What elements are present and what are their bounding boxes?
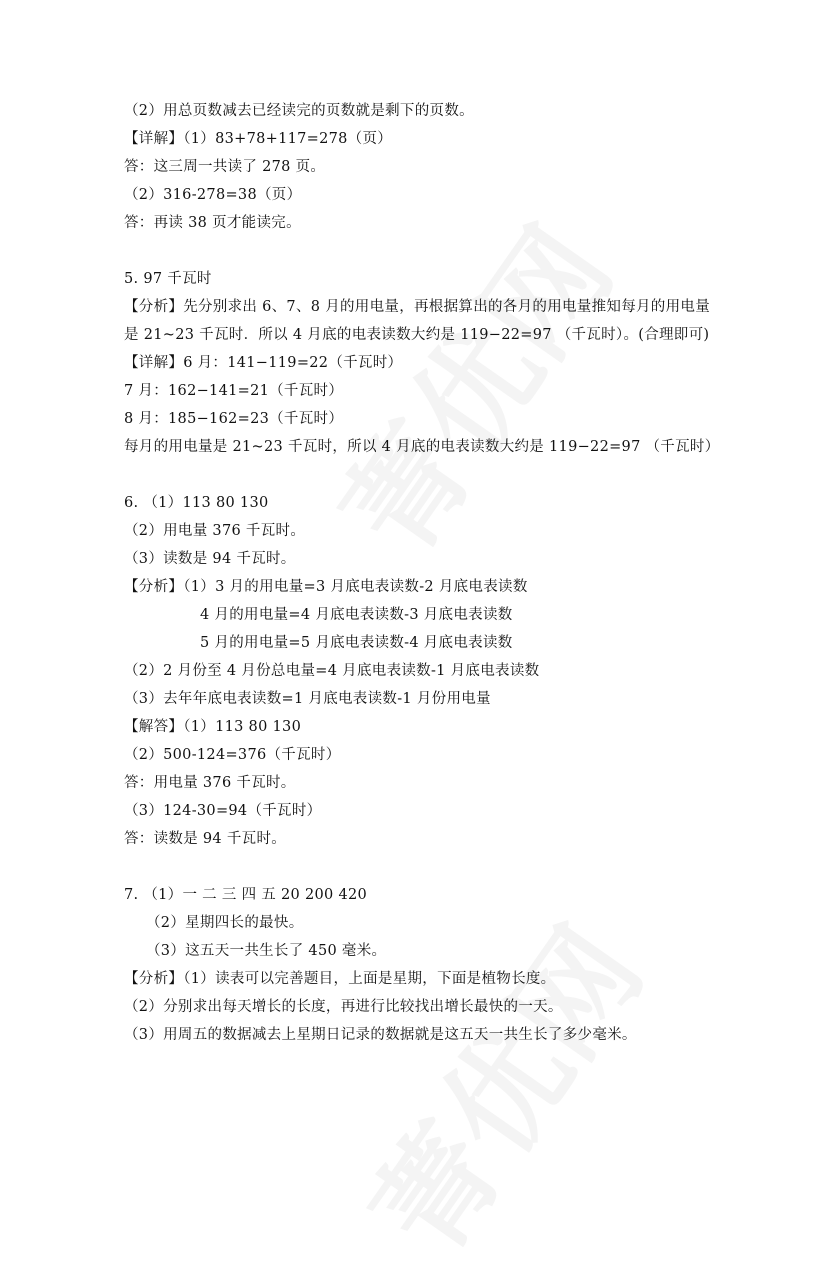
text-line: （2）星期四长的最快。 <box>146 915 304 931</box>
text-line: （2）分别求出每天增长的长度，再进行比较找出增长最快的一天。 <box>124 999 563 1015</box>
text-line: 5 月的用电量=5 月底电表读数-4 月底电表读数 <box>200 635 513 651</box>
text-line: （2）2 月份至 4 月份总电量=4 月底电表读数-1 月底电表读数 <box>124 663 540 679</box>
text-line: （2）316-278=38（页） <box>124 187 302 203</box>
text-line: （3）用周五的数据减去上星期日记录的数据就是这五天一共生长了多少毫米。 <box>124 1027 637 1043</box>
text-line: （2）500-124=376（千瓦时） <box>124 747 341 763</box>
text-line: 4 月的用电量=4 月底电表读数-3 月底电表读数 <box>200 607 513 623</box>
question-heading: 7. （1）一 二 三 四 五 20 200 420 <box>124 887 368 903</box>
text-line: 8 月：185−162=23（千瓦时） <box>124 411 344 427</box>
text-line: 【分析】先分别求出 6、7、8 月的用电量，再根据算出的各月的用电量推知每月的用电量 <box>124 299 710 315</box>
text-line: （2）用总页数减去已经读完的页数就是剩下的页数。 <box>124 103 474 119</box>
text-line: 答：用电量 376 千瓦时。 <box>124 775 296 791</box>
text-line: 7 月：162−141=21（千瓦时） <box>124 383 344 399</box>
text-line: 【详解】（1）83+78+117=278（页） <box>124 131 393 147</box>
text-line: （3）去年年底电表读数=1 月底电表读数-1 月份用电量 <box>124 691 491 707</box>
text-line: 答：再读 38 页才能读完。 <box>124 215 301 231</box>
text-line: （2）用电量 376 千瓦时。 <box>124 523 306 539</box>
text-line: 【分析】（1）读表可以完善题目，上面是星期，下面是植物长度。 <box>124 971 556 987</box>
text-line: （3）读数是 94 千瓦时。 <box>124 551 296 567</box>
text-line: 每月的用电量是 21~23 千瓦时，所以 4 月底的电表读数大约是 119−22=97 （千瓦时） <box>124 439 720 455</box>
text-line: 是 21~23 千瓦时．所以 4 月底的电表读数大约是 119−22=97 （千瓦时）。(合理即可) <box>124 327 710 343</box>
text-line: （3）124-30=94（千瓦时） <box>124 803 322 819</box>
question-heading: 6. （1）113 80 130 <box>124 495 269 511</box>
text-line: 答：读数是 94 千瓦时。 <box>124 831 287 847</box>
text-line: （3）这五天一共生长了 450 毫米。 <box>146 943 387 959</box>
text-line: 答：这三周一共读了 278 页。 <box>124 159 326 175</box>
text-line: 【详解】6 月：141−119=22（千瓦时） <box>124 355 403 371</box>
watermark <box>296 189 643 583</box>
text-line: 【解答】（1）113 80 130 <box>124 719 302 735</box>
text-line: 【分析】（1）3 月的用电量=3 月底电表读数-2 月底电表读数 <box>124 579 528 595</box>
question-heading: 5. 97 千瓦时 <box>124 271 212 287</box>
